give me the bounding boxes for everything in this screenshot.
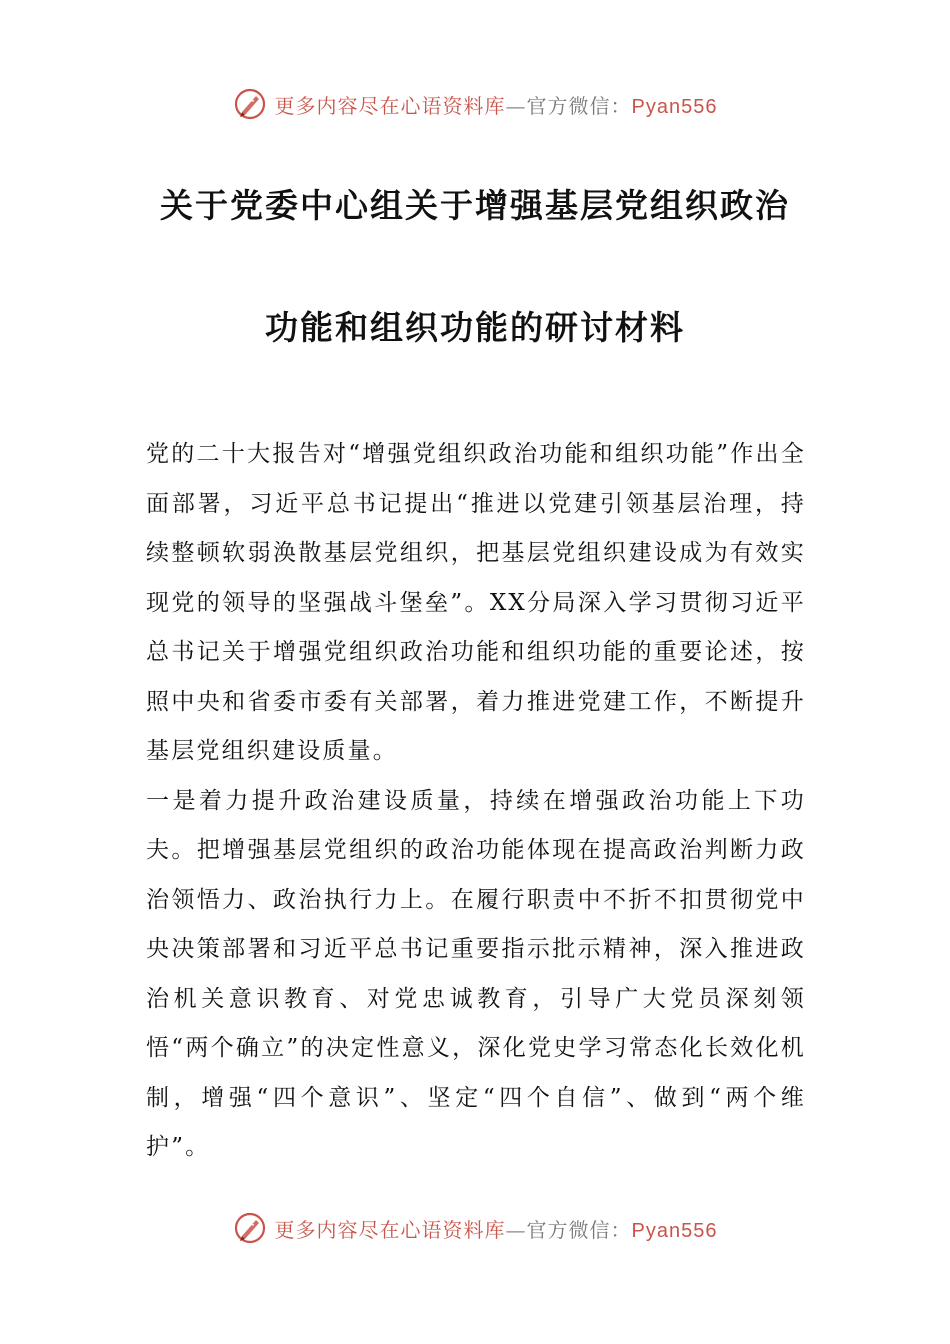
document-title-line2: 功能和组织功能的研讨材料 [265,308,685,347]
watermark-wechat-id: Pyan556 [631,1219,718,1242]
watermark-wechat-id: Pyan556 [631,95,718,118]
paragraph-point-one: 一是着力提升政治建设质量，持续在增强政治功能上下功夫。把增强基层党组织的政治功能体现在提高政治判断力政治领悟力、政治执行力上。在履行职责中不折不扣贯彻党中央决策部署和习近平总书记重要指示批示精神，深入推进政治机关意识教育、对党忠诚教育，引导广大党员深刻领悟“两个确立”的决定性意义，深化党史学习常态化长效化机制，增强“四个意识”、坚定“四个自信”、做到“两个维护”。 [146,787,806,1160]
pen-quill-icon [233,1211,267,1245]
watermark-brand: 更多内容尽在心语资料库 [274,93,506,118]
watermark-text [275,1214,718,1243]
paragraph-intro: 党的二十大报告对“增强党组织政治功能和组织功能”作出全面部署，习近平总书记提出“推进以党建引领基层治理，持续整顿软弱涣散基层党组织，把基层党组织建设成为有效实现党的领导的坚强战斗堡垒”。XX分局深入学习贯彻习近平总书记关于增强党组织政治功能和组织功能的重要论述，按照中央和省委市委有关部署，着力推进党建工作，不断提升基层党组织建设质量。 [146,441,806,764]
watermark-separator: — [505,1217,527,1242]
watermark-official: 官方微信： [526,1217,632,1242]
header-watermark [0,84,950,124]
watermark-official: 官方微信： [526,93,632,118]
footer-watermark [0,1208,950,1248]
document-body [146,430,806,1173]
document-title-line1: 关于党委中心组关于增强基层党组织政治 [160,186,790,225]
watermark-brand: 更多内容尽在心语资料库 [274,1217,506,1242]
watermark-separator: — [505,93,527,118]
pen-quill-icon [233,87,267,121]
watermark-text [275,90,718,119]
